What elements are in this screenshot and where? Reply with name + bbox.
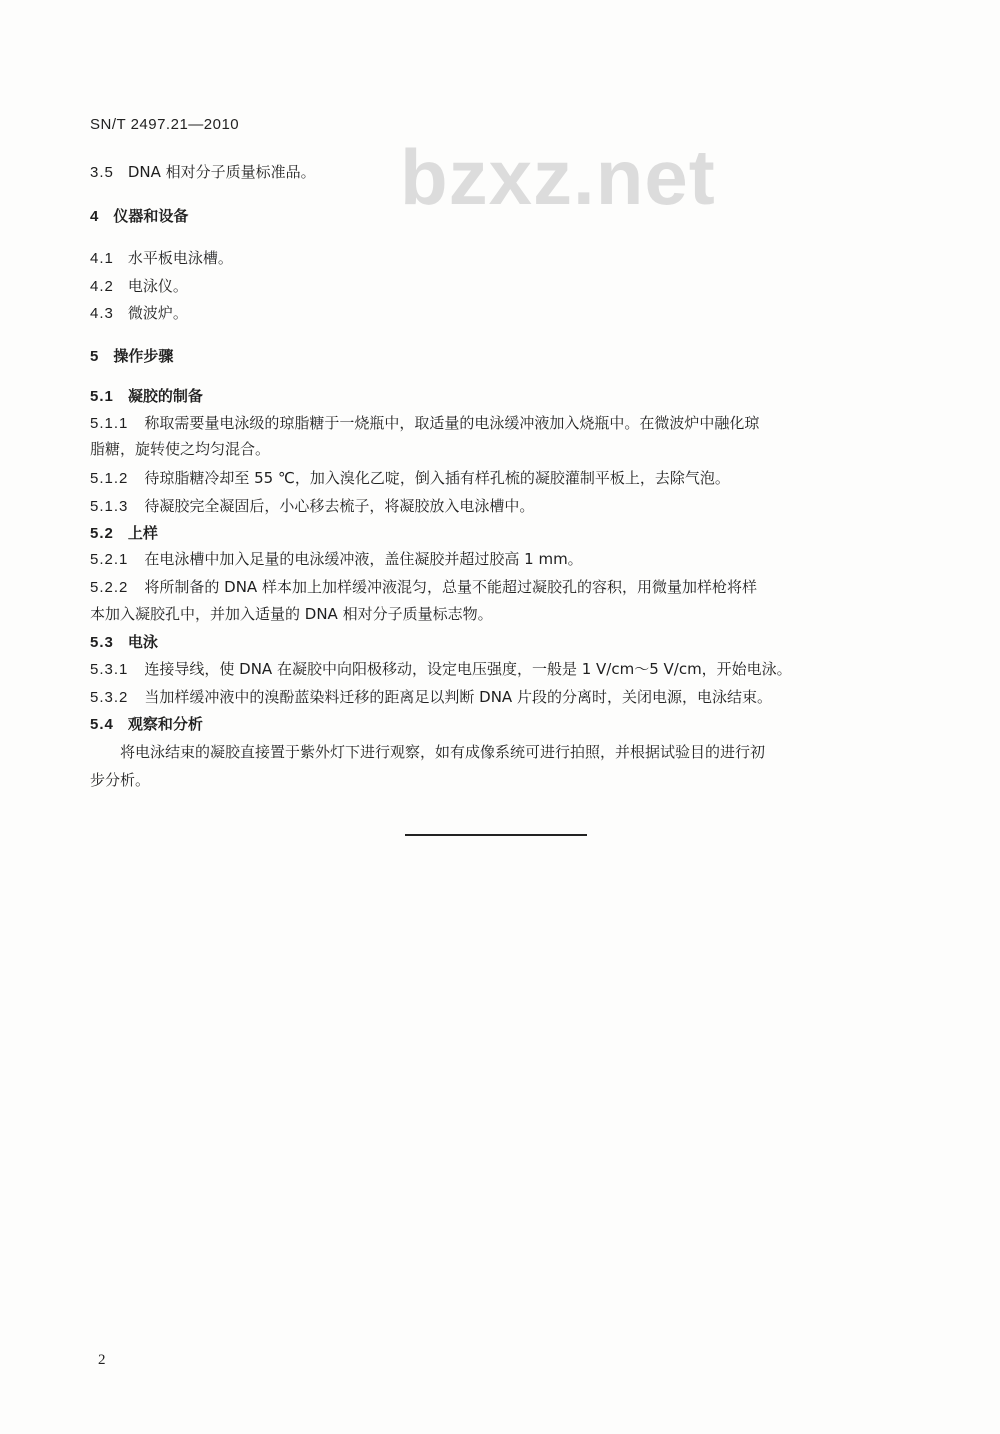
clause-text: 待凝胶完全凝固后，小心移去梳子，将凝胶放入电泳槽中。 xyxy=(144,497,535,515)
clause-3-5 xyxy=(90,162,316,183)
subsection-5-3 xyxy=(90,632,158,653)
section-heading-5 xyxy=(90,346,173,367)
paragraph-5-4-continued: 步分析。 xyxy=(90,771,151,789)
clause-5-3-1 xyxy=(90,659,792,680)
watermark: bzxz.net xyxy=(400,133,716,221)
clause-4-3 xyxy=(90,303,188,324)
clause-number: 5.2.2 xyxy=(90,579,129,596)
section-number: 5 xyxy=(90,348,100,365)
clause-5-2-2 xyxy=(90,577,757,598)
clause-number: 5.3.2 xyxy=(90,689,129,706)
page-number: 2 xyxy=(98,1352,106,1368)
section-title: 仪器和设备 xyxy=(113,207,189,225)
subsection-title: 电泳 xyxy=(127,633,158,651)
clause-number: 5.1.1 xyxy=(90,415,129,432)
clause-5-1-2 xyxy=(90,468,730,489)
subsection-title: 凝胶的制备 xyxy=(127,387,203,405)
clause-text: DNA 相对分子质量标准品。 xyxy=(127,163,316,181)
clause-5-1-3 xyxy=(90,496,534,517)
subsection-number: 5.2 xyxy=(90,525,114,542)
subsection-5-4 xyxy=(90,714,203,735)
clause-text: 微波炉。 xyxy=(127,304,188,322)
clause-5-1-1 xyxy=(90,413,759,434)
subsection-number: 5.3 xyxy=(90,634,114,651)
subsection-number: 5.4 xyxy=(90,716,114,733)
clause-5-1-1-continued: 脂糖，旋转使之均匀混合。 xyxy=(90,440,271,458)
clause-number: 4.2 xyxy=(90,278,114,295)
subsection-5-1 xyxy=(90,386,203,407)
clause-number: 4.1 xyxy=(90,250,114,267)
clause-5-2-1 xyxy=(90,549,583,570)
clause-number: 3.5 xyxy=(90,164,114,181)
subsection-5-2 xyxy=(90,523,158,544)
clause-text: 电泳仪。 xyxy=(127,277,188,295)
clause-4-2 xyxy=(90,276,188,297)
clause-text: 待琼脂糖冷却至 55 ℃，加入溴化乙啶，倒入插有样孔梳的凝胶灌制平板上，去除气泡。 xyxy=(144,469,730,487)
section-number: 4 xyxy=(90,208,100,225)
clause-text: 当加样缓冲液中的溴酚蓝染料迁移的距离足以判断 DNA 片段的分离时，关闭电源，电泳结束。 xyxy=(144,688,772,706)
clause-number: 5.2.1 xyxy=(90,551,129,568)
section-heading-4 xyxy=(90,206,188,227)
clause-text: 称取需要量电泳级的琼脂糖于一烧瓶中，取适量的电泳缓冲液加入烧瓶中。在微波炉中融化琼 xyxy=(144,414,760,432)
end-rule xyxy=(405,834,587,836)
clause-number: 5.1.2 xyxy=(90,470,129,487)
clause-4-1 xyxy=(90,248,233,269)
clause-number: 5.1.3 xyxy=(90,498,129,515)
clause-5-3-2 xyxy=(90,687,772,708)
clause-text: 连接导线，使 DNA 在凝胶中向阳极移动，设定电压强度，一般是 1 V/cm～5 V/cm，开始电泳。 xyxy=(144,660,792,678)
subsection-number: 5.1 xyxy=(90,388,114,405)
clause-5-2-2-continued: 本加入凝胶孔中，并加入适量的 DNA 相对分子质量标志物。 xyxy=(90,605,493,623)
clause-number: 5.3.1 xyxy=(90,661,129,678)
clause-text: 在电泳槽中加入足量的电泳缓冲液，盖住凝胶并超过胶高 1 mm。 xyxy=(144,550,583,568)
clause-text: 水平板电泳槽。 xyxy=(127,249,233,267)
paragraph-5-4: 将电泳结束的凝胶直接置于紫外灯下进行观察，如有成像系统可进行拍照，并根据试验目的进行初 xyxy=(120,743,766,761)
subsection-title: 观察和分析 xyxy=(127,715,203,733)
clause-number: 4.3 xyxy=(90,305,114,322)
subsection-title: 上样 xyxy=(127,524,158,542)
section-title: 操作步骤 xyxy=(113,347,174,365)
clause-text: 将所制备的 DNA 样本加上加样缓冲液混匀，总量不能超过凝胶孔的容积，用微量加样枪将样 xyxy=(144,578,757,596)
standard-code: SN/T 2497.21—2010 xyxy=(90,116,240,133)
